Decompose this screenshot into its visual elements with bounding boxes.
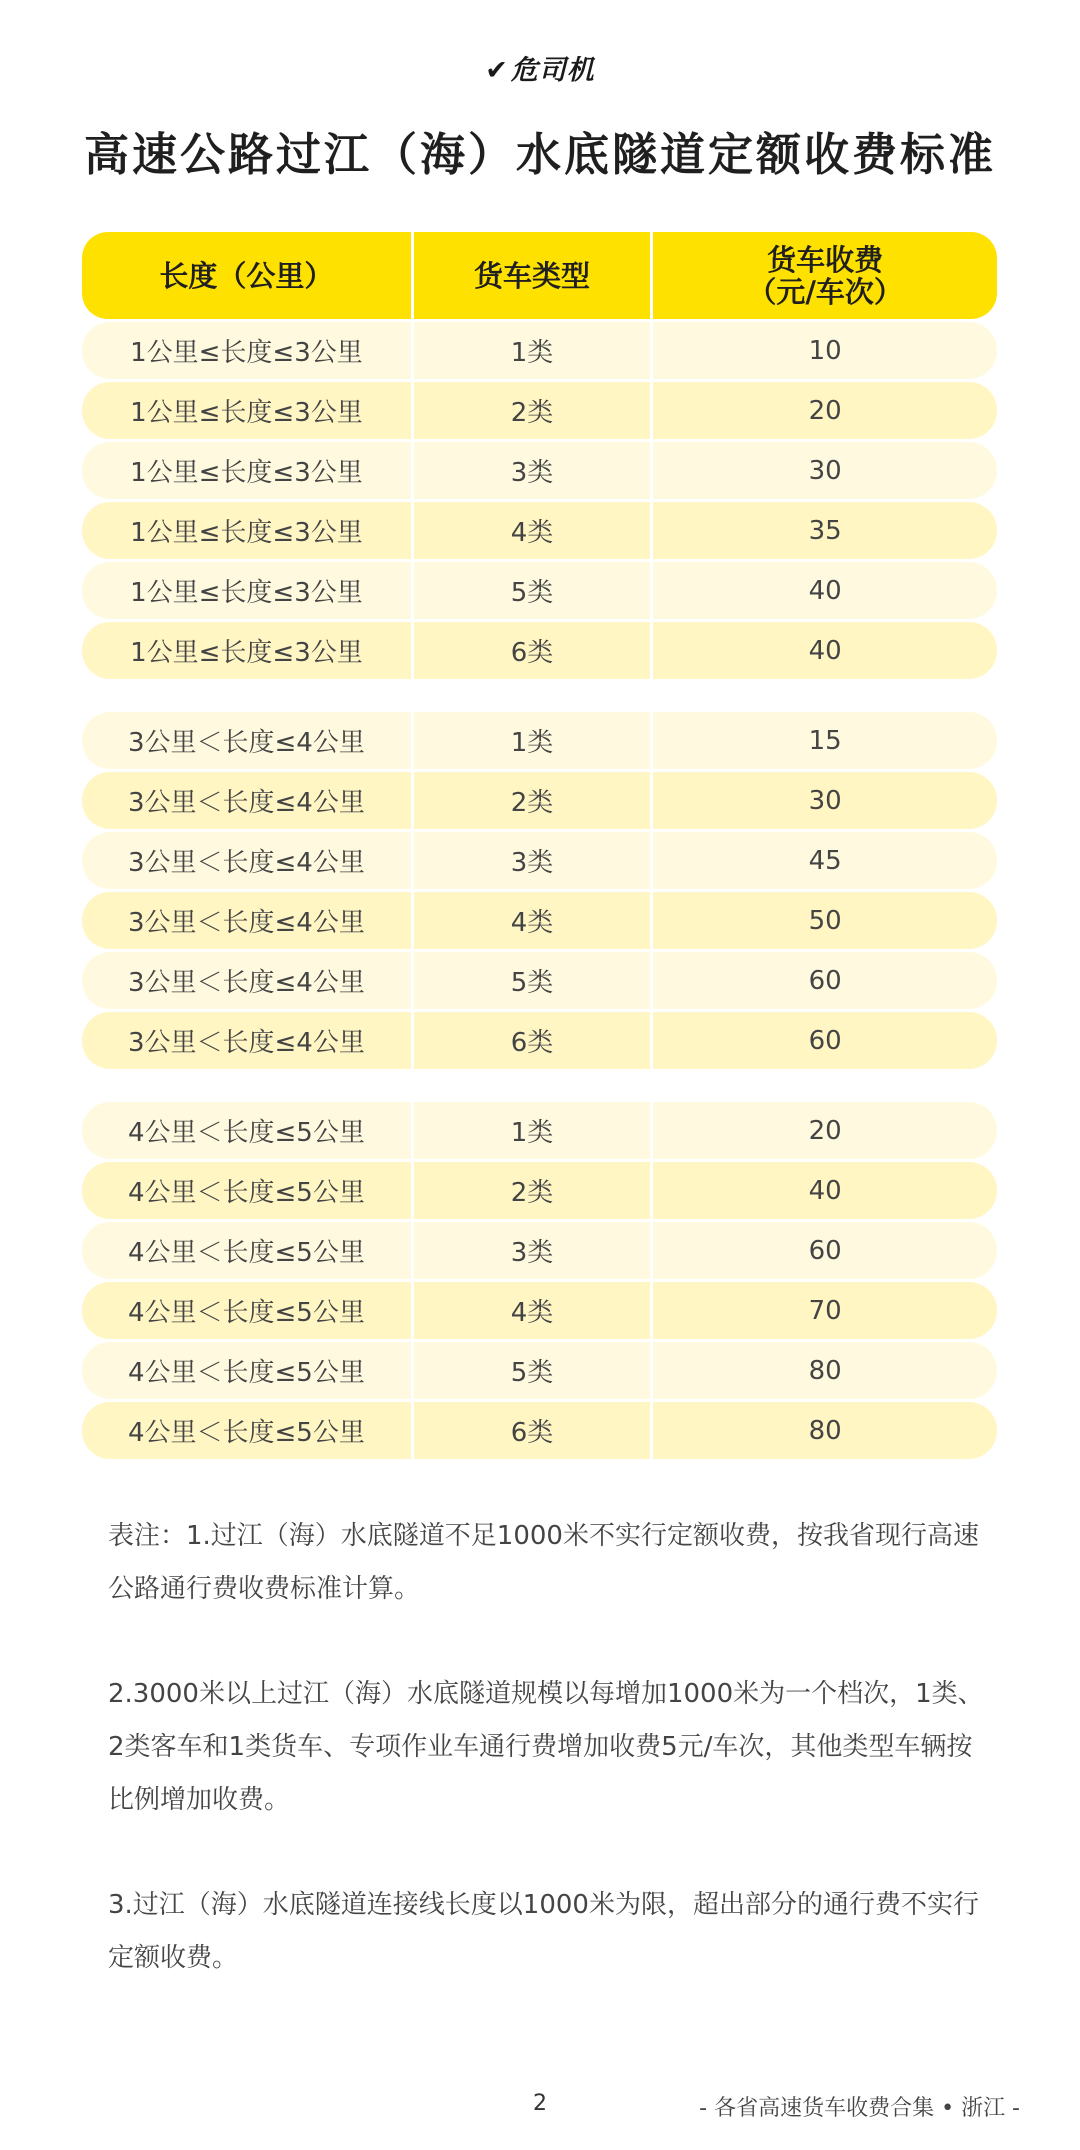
fee-cell: 50 (650, 892, 997, 949)
table-row (82, 1102, 997, 1159)
brand-name: 危司机 (510, 55, 595, 86)
table-row (82, 442, 997, 499)
truck-type-cell: 2类 (411, 1162, 650, 1219)
fee-cell: 60 (650, 952, 997, 1009)
table-row (82, 1162, 997, 1219)
truck-type-cell: 5类 (411, 562, 650, 619)
fee-cell: 60 (650, 1012, 997, 1069)
length-cell: 3公里＜长度≤4公里 (127, 968, 365, 998)
truck-type-cell: 1类 (411, 322, 650, 379)
table-row (82, 382, 997, 439)
header-truck-fee: 货车收费 （元/车次） (650, 232, 997, 319)
truck-type-cell: 1类 (411, 712, 650, 769)
truck-type-cell: 5类 (411, 1342, 650, 1399)
table-body (82, 322, 997, 1459)
length-cell: 3公里＜长度≤4公里 (127, 728, 365, 758)
table-row (82, 712, 997, 769)
table-row (82, 892, 997, 949)
truck-type-cell: 6类 (411, 1012, 650, 1069)
table-row (82, 622, 997, 679)
fee-cell: 60 (650, 1222, 997, 1279)
truck-type-cell: 3类 (411, 1222, 650, 1279)
note-2: 2.3000米以上过江（海）水底隧道规模以每增加1000米为一个档次，1类、2类客车和1类货车、专项作业车通行费增加收费5元/车次，其他类型车辆按比例增加收费。 (108, 1679, 984, 1815)
row-group (82, 712, 997, 1069)
fee-cell: 20 (650, 382, 997, 439)
length-cell: 1公里≤长度≤3公里 (130, 518, 363, 548)
table-row (82, 502, 997, 559)
length-cell: 3公里＜长度≤4公里 (127, 908, 365, 938)
truck-type-cell: 5类 (411, 952, 650, 1009)
length-cell: 4公里＜长度≤5公里 (127, 1238, 365, 1268)
truck-type-cell: 1类 (411, 1102, 650, 1159)
page-title: 高速公路过江（海）水底隧道定额收费标准 (83, 128, 996, 181)
brand-logo (0, 48, 1080, 87)
fee-cell: 10 (650, 322, 997, 379)
footer-text: - 各省高速货车收费合集 • 浙江 - (699, 2096, 1020, 2121)
table-row (82, 1222, 997, 1279)
fee-cell: 20 (650, 1102, 997, 1159)
fee-cell: 40 (650, 1162, 997, 1219)
fee-cell: 30 (650, 772, 997, 829)
length-cell: 4公里＜长度≤5公里 (127, 1178, 365, 1208)
length-cell: 1公里≤长度≤3公里 (130, 578, 363, 608)
table-row (82, 772, 997, 829)
fee-cell: 30 (650, 442, 997, 499)
truck-type-cell: 2类 (411, 772, 650, 829)
row-group (82, 322, 997, 679)
truck-type-cell: 4类 (411, 502, 650, 559)
length-cell: 3公里＜长度≤4公里 (127, 788, 365, 818)
fee-cell: 70 (650, 1282, 997, 1339)
fee-cell: 80 (650, 1342, 997, 1399)
truck-type-cell: 4类 (411, 1282, 650, 1339)
fee-cell: 45 (650, 832, 997, 889)
table-row (82, 1402, 997, 1459)
row-group (82, 1102, 997, 1459)
header-length: 长度（公里） (159, 258, 334, 293)
length-cell: 1公里≤长度≤3公里 (130, 638, 363, 668)
table-row (82, 322, 997, 379)
length-cell: 4公里＜长度≤5公里 (127, 1118, 365, 1148)
table-row (82, 1012, 997, 1069)
length-cell: 4公里＜长度≤5公里 (127, 1358, 365, 1388)
fee-cell: 35 (650, 502, 997, 559)
truck-type-cell: 6类 (411, 622, 650, 679)
length-cell: 3公里＜长度≤4公里 (127, 848, 365, 878)
truck-type-cell: 3类 (411, 832, 650, 889)
header-truck-type: 货车类型 (411, 232, 650, 319)
table-row (82, 1342, 997, 1399)
fee-cell: 15 (650, 712, 997, 769)
note-1: 表注：1.过江（海）水底隧道不足1000米不实行定额收费，按我省现行高速公路通行费收费标准计算。 (108, 1521, 979, 1604)
note-3: 3.过江（海）水底隧道连接线长度以1000米为限，超出部分的通行费不实行定额收费。 (108, 1890, 979, 1973)
page-number: 2 (533, 2091, 547, 2116)
fee-cell: 40 (650, 562, 997, 619)
length-cell: 1公里≤长度≤3公里 (130, 398, 363, 428)
fee-cell: 40 (650, 622, 997, 679)
toll-table (82, 232, 997, 1459)
table-row (82, 1282, 997, 1339)
length-cell: 1公里≤长度≤3公里 (130, 458, 363, 488)
table-row (82, 562, 997, 619)
truck-type-cell: 4类 (411, 892, 650, 949)
truck-type-cell: 3类 (411, 442, 650, 499)
checkmark-icon: ✔ (485, 55, 509, 86)
length-cell: 4公里＜长度≤5公里 (127, 1418, 365, 1448)
table-row (82, 952, 997, 1009)
truck-type-cell: 6类 (411, 1402, 650, 1459)
length-cell: 3公里＜长度≤4公里 (127, 1028, 365, 1058)
length-cell: 1公里≤长度≤3公里 (130, 338, 363, 368)
table-header (82, 232, 997, 319)
notes-section (108, 1510, 988, 2037)
table-row (82, 832, 997, 889)
fee-cell: 80 (650, 1402, 997, 1459)
truck-type-cell: 2类 (411, 382, 650, 439)
length-cell: 4公里＜长度≤5公里 (127, 1298, 365, 1328)
